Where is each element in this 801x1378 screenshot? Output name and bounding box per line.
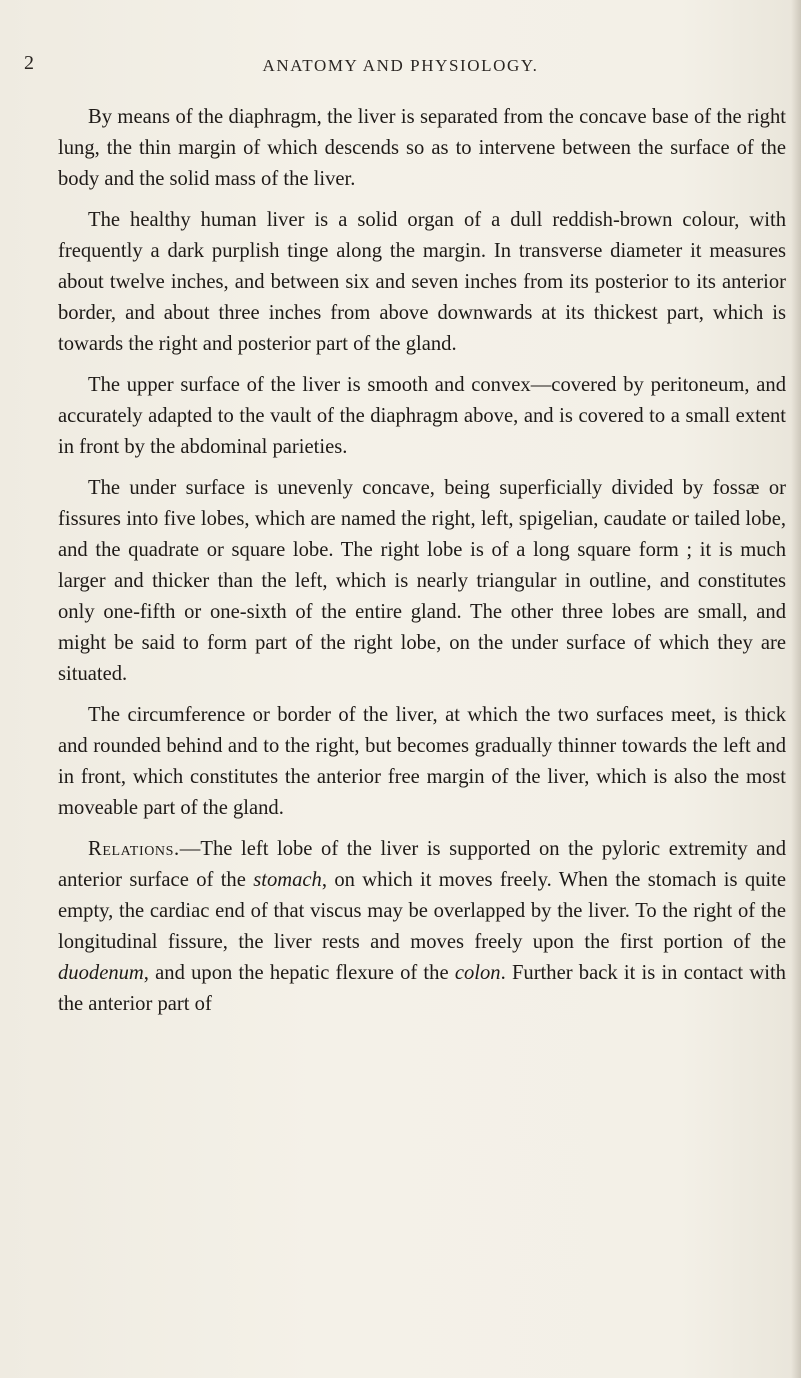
term-colon: colon (454, 962, 501, 984)
relations-heading: Relations. (88, 838, 180, 860)
page-edge-shadow (791, 0, 801, 1378)
paragraph-circumference: The circumference or border of the liver, at which the two surfaces meet, is thick and rounded behind and to the right, but becomes gradually thinner towards the left and in front, which constitutes the anterior free margin of the liver, which is also the most moveable part of the gland. (58, 704, 786, 819)
paragraph-liver-description: The healthy human liver is a solid organ of a dull reddish-brown colour, with frequently a dark purplish tinge along the margin. In transverse diameter it measures about twelve inches, and between six and seven inches from its posterior to its anterior border, and about three inches from above downwards at its thickest part, which is towards the right and posterior part of the gland. (58, 209, 786, 355)
running-head: ANATOMY AND PHYSIOLOGY. (262, 56, 539, 75)
relations-text-4: . Further back it is in contact with the anterior part of (58, 962, 786, 1015)
relations-text-3: , and upon the hepatic flexure of the (143, 962, 455, 984)
body-text (58, 102, 786, 1030)
term-stomach: stomach (253, 869, 322, 891)
page-header (0, 52, 801, 82)
term-duodenum: duodenum (58, 962, 144, 984)
paragraph-under-surface: The under surface is unevenly concave, being superficially divided by fossæ or fissures into five lobes, which are named the right, left, spigelian, caudate or tailed lobe, and the quadrate or square lobe. The right lobe is of a long square form ; it is much larger and thicker than the left, which is nearly triangular in outline, and constitutes only one-fifth or one-sixth of the entire gland. The other three lobes are small, and might be said to form part of the right lobe, on the under surface of which they are situated. (58, 477, 786, 685)
paragraph-upper-surface: The upper surface of the liver is smooth and convex—covered by peritoneum, and accurately adapted to the vault of the diaphragm above, and is covered to a small extent in front by the abdominal parieties. (58, 374, 786, 458)
relations-text-1: —The left lobe of the liver is supported on the pyloric extremity and anterior surface of the (58, 838, 786, 891)
page-number: 2 (24, 52, 34, 74)
paragraph-relations (58, 834, 786, 1020)
paragraph-diaphragm: By means of the diaphragm, the liver is separated from the concave base of the right lung, the thin margin of which descends so as to intervene between the surface of the body and the solid mass of the liver. (58, 106, 786, 190)
relations-text-2: , on which it moves freely. When the stomach is quite empty, the cardiac end of that viscus may be overlapped by the liver. To the right of the longitudinal fissure, the liver rests and moves freely upon the first portion of the (58, 869, 787, 953)
